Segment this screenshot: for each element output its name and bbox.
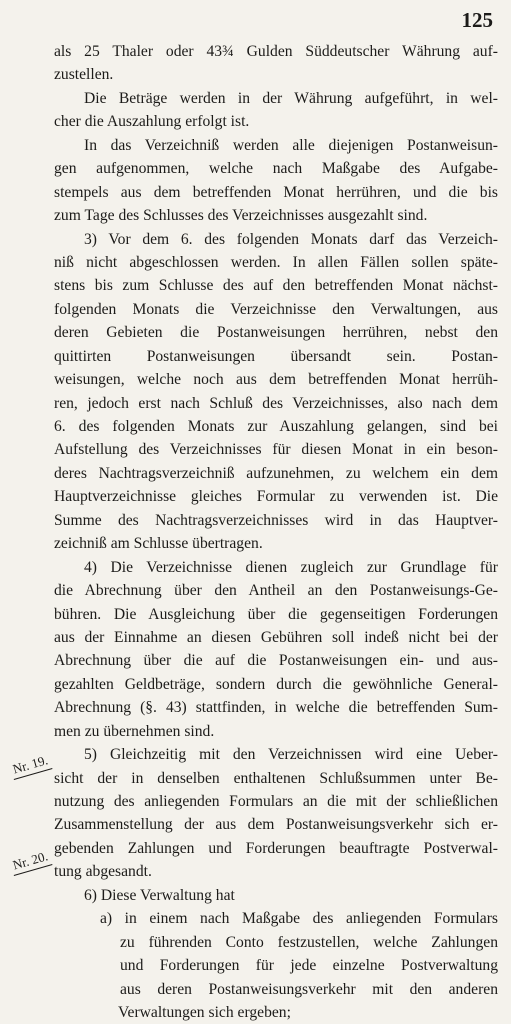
text-line: cher die Auszahlung erfolgt ist. [54,113,250,131]
text-line: ren, jedoch erst nach Schluß des Verzeichnisses, also nach dem [54,394,498,412]
text-line: Abrechnung (§. 43) stattfinden, in welche die betreffenden Sum- [54,699,498,717]
text-line: niß nicht abgeschlossen werden. In allen Fällen sollen späte- [54,253,498,271]
text-line: gebenden Zahlungen und Forderungen beauftragte Postverwal- [54,839,498,857]
text-line: Die Beträge werden in der Währung aufgeführt, in wel- [84,89,498,107]
text-line: gen aufgenommen, welche nach Maßgabe des Aufgabe- [54,160,498,178]
text-line: In das Verzeichniß werden alle diejenigen Postanweisun- [84,136,498,154]
text-line: quittirten Postanweisungen übersandt sein. Postan- [54,347,498,365]
page-number: 125 [461,8,493,32]
text-line: a) in einem nach Maßgabe des anliegenden Formulars [100,910,498,928]
text-line: stempels aus dem betreffenden Monat herrühren, und die bis [54,183,498,201]
text-line: 5) Gleichzeitig mit den Verzeichnissen wird eine Ueber- [84,746,498,764]
text-line: Verwaltungen sich ergeben; [118,1003,291,1021]
text-line: tung abgesandt. [54,863,152,881]
text-line: folgenden Monats die Verzeichnisse den Verwaltungen, aus [54,300,498,318]
text-line: gezahlten Geldbeträge, sondern durch die gewöhnliche General- [54,675,498,693]
text-line: men zu übernehmen sind. [54,722,215,740]
text-line: aus der Einnahme an diesen Gebühren soll indeß nicht bei der [54,628,498,646]
text-line: deres Nachtragsverzeichniß aufzunehmen, zu welchem ein dem [54,464,498,482]
text-line: stens bis zum Schlusse des auf den betreffenden Monat nächst- [54,277,498,295]
text-line: deren Gebieten die Postanweisungen herrühren, nebst den [54,324,498,342]
text-line: weisungen, welche noch aus dem betreffenden Monat herrüh- [54,371,498,389]
text-line: 4) Die Verzeichnisse dienen zugleich zur Grundlage für [84,558,498,576]
text-line: als 25 Thaler oder 43¾ Gulden Süddeutscher Währung auf- [54,43,498,60]
text-line: zu führenden Conto festzustellen, welche Zahlungen [120,933,498,951]
text-line: aus deren Postanweisungsverkehr mit den anderen [120,980,498,998]
text-line: zustellen. [54,66,114,84]
text-line: zeichniß am Schlusse übertragen. [54,535,263,553]
margin-note-nr-19: Nr. 19. [9,752,52,780]
text-line: und Forderungen für jede einzelne Postverwaltung [120,957,498,975]
text-line: Aufstellung des Verzeichnisses für diesen Monat in ein beson- [54,441,498,459]
text-line: Hauptverzeichnisse gleiches Formular zu verwenden ist. Die [54,488,498,506]
margin-note-nr-20: Nr. 20. [9,848,52,876]
text-line: 6) Diese Verwaltung hat [84,886,235,904]
body-text [54,40,498,1024]
text-line: Zusammenstellung der aus dem Postanweisungsverkehr sich er- [54,816,498,834]
text-line: sicht der in denselben enthaltenen Schlußsummen unter Be- [54,769,498,787]
text-line: Summe des Nachtragsverzeichnisses wird in das Hauptver- [54,511,498,529]
text-line: 6. des folgenden Monats zur Auszahlung gelangen, sind bei [54,418,498,435]
text-line: Abrechnung über die auf die Postanweisungen ein- und aus- [54,652,498,670]
text-line: 3) Vor dem 6. des folgenden Monats darf das Verzeich- [84,230,498,248]
text-line: nutzung des anliegenden Formulars an die mit der schließlichen [54,793,498,810]
text-line: die Abrechnung über den Antheil an den Postanweisungs-Ge- [54,582,498,600]
text-line: zum Tage des Schlusses des Verzeichnisses ausgezahlt sind. [54,207,428,225]
text-line: bühren. Die Ausgleichung über die gegenseitigen Forderungen [54,605,498,623]
